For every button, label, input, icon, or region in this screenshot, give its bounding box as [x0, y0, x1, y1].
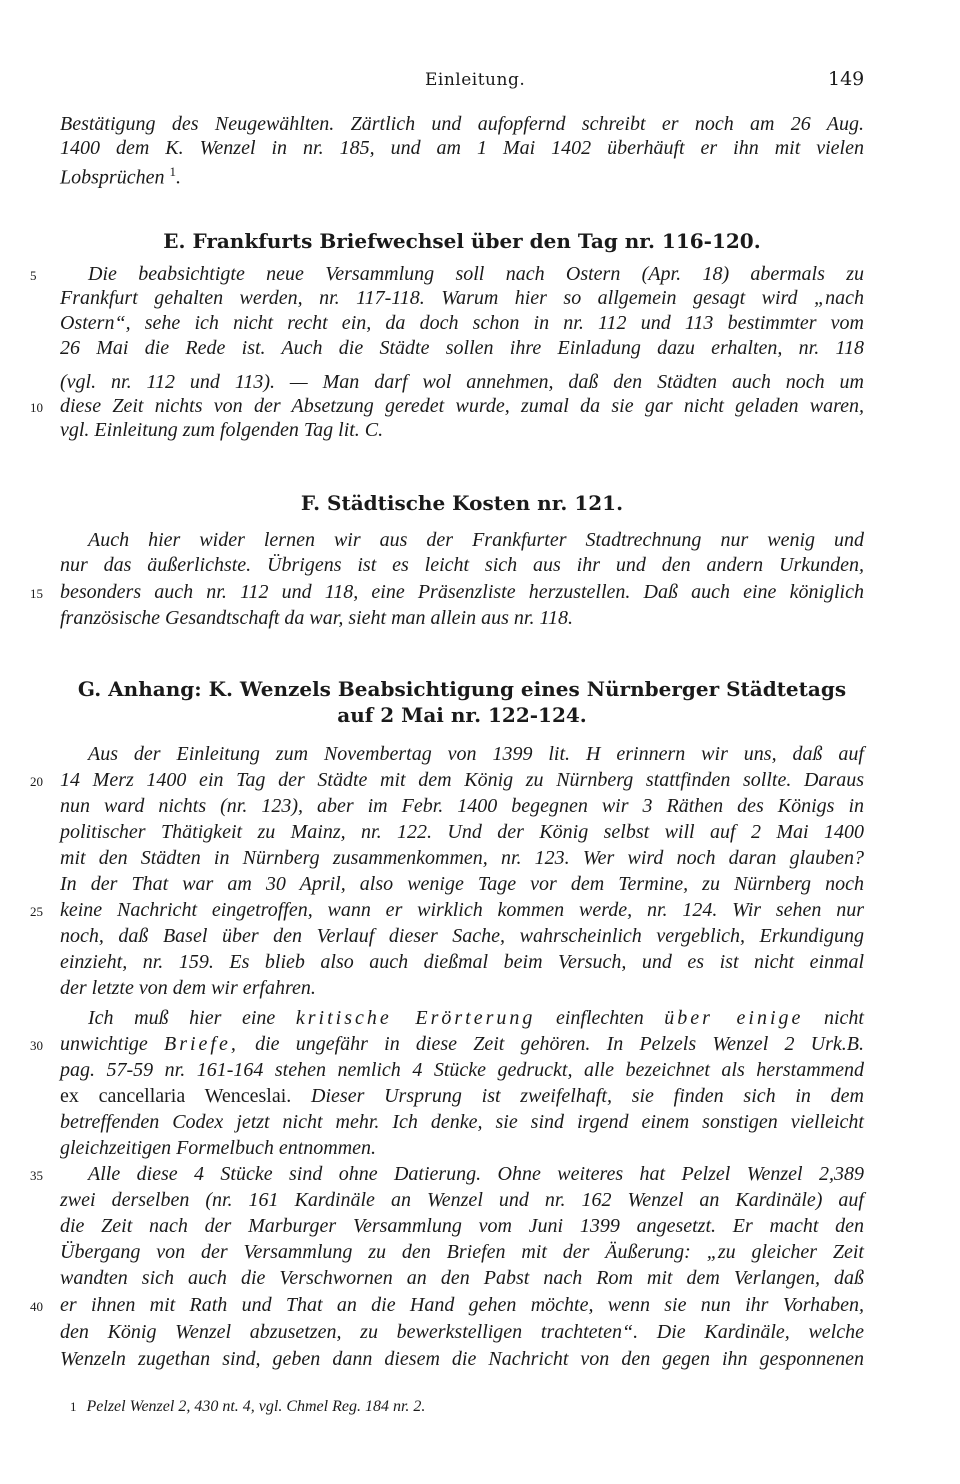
text-line: (vgl. nr. 112 und 113). — Man darf wol annehmen, daß den Städten auch noch um [60, 371, 864, 393]
text-line: 14 Merz 1400 ein Tag der Städte mit dem König zu Nürnberg stattfinden sollte. Daraus [60, 769, 864, 791]
text-line: 1400 dem K. Wenzel in nr. 185, und am 1 Mai 1402 überhäuft er ihn mit vielen [60, 137, 864, 159]
line-number: 10 [30, 400, 43, 415]
text-line: unwichtige Briefe, die ungefähr in diese Zeit gehören. In Pelzels Wenzel 2 Urk.B. [60, 1033, 864, 1055]
text-line: Die beabsichtigte neue Versammlung soll nach Ostern (Apr. 18) abermals zu [88, 263, 864, 285]
line-number: 35 [30, 1168, 43, 1183]
text-line: Lobsprüchen $^1$. [60, 164, 181, 189]
text-line: der letzte von dem wir erfahren. [60, 977, 316, 999]
text-line: Ostern“, sehe ich nicht recht ein, da doch schon in nr. 112 und 113 bestimmter vom [60, 312, 864, 334]
text-line: er ihnen mit Rath und That an die Hand gehen möchte, wenn sie nun ihr Vorhaben, [60, 1294, 864, 1316]
text-line: 26 Mai die Rede ist. Auch die Städte sollen ihre Einladung dazu erhalten, nr. 118 [60, 337, 864, 359]
page-number: 149 [828, 68, 865, 90]
text-line: mit den Städten in Nürnberg zusammenkommen, nr. 123. Wer wird noch daran glauben? [60, 847, 864, 869]
text-line: nun ward nichts (nr. 123), aber im Febr. 1400 begegnen wir 3 Räthen des Königs in [60, 795, 864, 817]
line-number: 30 [30, 1038, 43, 1053]
text-line: Wenzeln zugethan sind, geben dann diesem die Nachricht von den gegen ihn gesponnenen [60, 1348, 864, 1370]
line-number: 5 [30, 268, 37, 283]
text-line: vgl. Einleitung zum folgenden Tag lit. C. [60, 419, 384, 441]
running-head: Einleitung. [425, 70, 526, 90]
text-line: nur das äußerlichste. Übrigens ist es leicht sich aus ihr und den andern Urkunden, [60, 554, 864, 576]
footnote-text: Pelzel Wenzel 2, 430 nt. 4, vgl. Chmel Reg. 184 nr. 2. [86, 1398, 426, 1415]
text-line: politischer Thätigkeit zu Mainz, nr. 122. Und der König selbst will auf 2 Mai 1400 [60, 821, 864, 843]
text-line: Übergang von der Versammlung zu den Briefen mit der Äußerung: „zu gleicher Zeit [60, 1241, 864, 1263]
text-line: Aus der Einleitung zum Novembertag von 1399 lit. H erinnern wir uns, daß auf [88, 743, 864, 765]
line-number: 25 [30, 904, 43, 919]
text-line: zwei derselben (nr. 161 Kardinäle an Wenzel und nr. 162 Wenzel an Kardinäle) auf [60, 1189, 864, 1211]
text-line: einzieht, nr. 159. Es blieb also auch dießmal beim Versuch, und es ist nicht einmal [60, 951, 864, 973]
text-line: Alle diese 4 Stücke sind ohne Datierung. Ohne weiteres hat Pelzel Wenzel 2,389 [88, 1163, 864, 1185]
text-line: besonders auch nr. 112 und 118, eine Präsenzliste herzustellen. Daß auch eine königlich [60, 581, 864, 603]
text-line: ex cancellaria Wenceslai. Dieser Ursprung ist zweifelhaft, sie finden sich in dem [60, 1085, 864, 1107]
text-line: keine Nachricht eingetroffen, wann er wirklich kommen werde, nr. 124. Wir sehen nur [60, 899, 864, 921]
line-number: 20 [30, 774, 43, 789]
text-line: den König Wenzel abzusetzen, zu bewerkstelligen trachteten“. Die Kardinäle, welche [60, 1321, 864, 1343]
line-number: 40 [30, 1299, 43, 1314]
text-line: Bestätigung des Neugewählten. Zärtlich und aufopfernd schreibt er noch am 26 Aug. [60, 113, 864, 135]
text-line: gleichzeitigen Formelbuch entnommen. [60, 1137, 377, 1159]
text-line: diese Zeit nichts von der Absetzung geredet wurde, zumal da sie gar nicht geladen waren, [60, 395, 864, 417]
section-heading-e: E. Frankfurts Briefwechsel über den Tag nr. 116-120. [163, 229, 761, 253]
text-line: In der That war am 30 April, also wenige Tage vor dem Termine, zu Nürnberg noch [60, 873, 864, 895]
text-line: noch, daß Basel über den Verlauf dieser Sache, wahrscheinlich vergeblich, Erkundigung [60, 925, 864, 947]
text-line: Ich muß hier eine kritische Erörterung einflechten über einige nicht [88, 1007, 864, 1029]
line-number: 15 [30, 586, 43, 601]
footnote-number: 1 [70, 1399, 77, 1414]
footnote [70, 1397, 870, 1417]
text-line: betreffenden Codex jetzt nicht mehr. Ich denke, sie sind irgend einem sonstigen vielleicht [60, 1111, 864, 1133]
footnote-marker: 1 [169, 164, 176, 179]
text-line: wandten sich auch die Verschwornen an den Pabst nach Rom mit dem Verlangen, daß [60, 1267, 864, 1289]
text-line: Frankfurt gehalten werden, nr. 117-118. Warum hier so allgemein gesagt wird „nach [60, 287, 864, 309]
text-line: französische Gesandtschaft da war, sieht man allein aus nr. 118. [60, 607, 573, 629]
section-heading-f: F. Städtische Kosten nr. 121. [300, 491, 624, 515]
text-line: die Zeit nach der Marburger Versammlung vom Juni 1399 angesetzt. Er macht den [60, 1215, 864, 1237]
text-line: Auch hier wider lernen wir aus der Frankfurter Stadtrechnung nur wenig und [88, 529, 864, 551]
text-line: pag. 57-59 nr. 161-164 stehen nemlich 4 Stücke gedruckt, alle bezeichnet als herstammend [60, 1059, 864, 1081]
section-heading-g: G. Anhang: K. Wenzels Beabsichtigung eines Nürnberger Städtetags auf 2 Mai nr. 122-124. [77, 677, 847, 727]
